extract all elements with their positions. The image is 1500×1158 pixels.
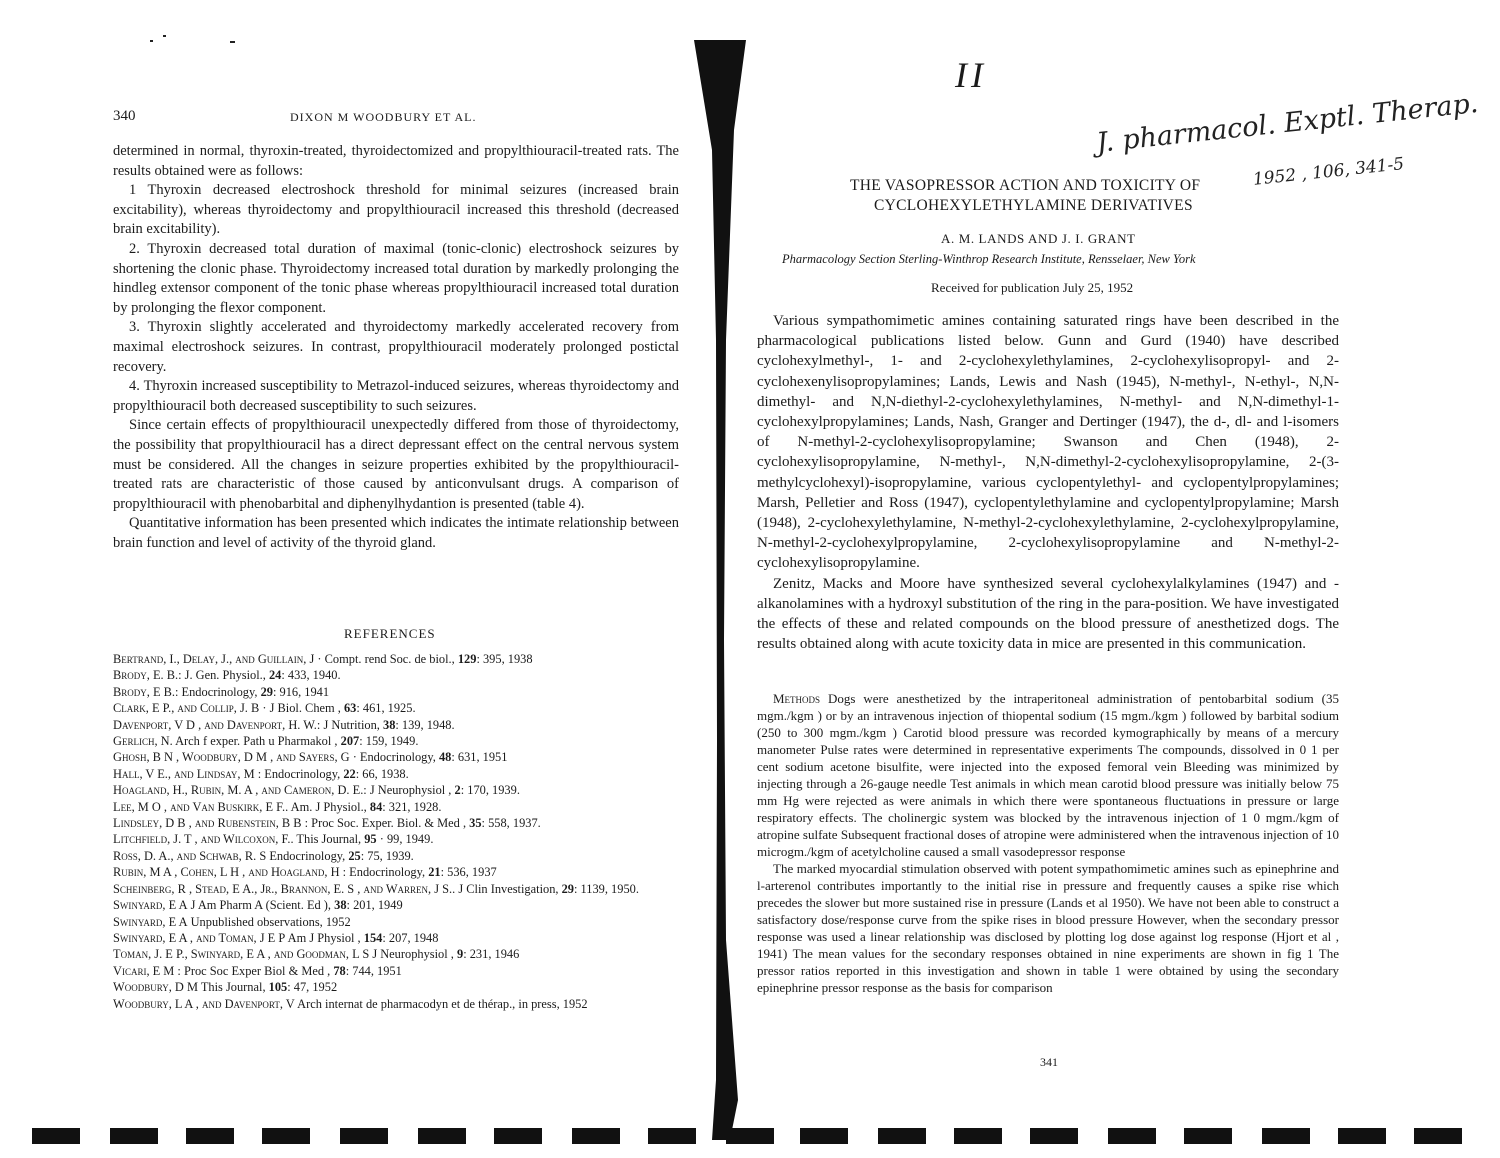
scan-dash-mark <box>494 1128 542 1144</box>
reference-entry <box>113 815 679 831</box>
scan-dash-mark <box>262 1128 310 1144</box>
reference-source: Arch internat de pharmacodyn et de thérap., in press, 1952 <box>294 996 588 1011</box>
reference-source: This Journal, <box>197 980 269 995</box>
reference-source: Endocrinology, <box>266 848 349 863</box>
reference-authors: Swinyard, E A <box>113 898 188 913</box>
reference-authors: Hall, V E., and Lindsay, M <box>113 766 255 781</box>
intro-paragraph-1: Various sympathomimetic amines containing saturated rings have been described in the pharmacological publications listed below. Gunn and Gurd (1940) have described cyclohexylmethyl-, 1- and 2-cyclohexylethylamines, 2-cyclohexylisopropyl- and 2-cyclohexenylisopropylamines; Lands, Lewis and Nash (1945), N-methyl-, N-ethyl-, N,N-dimethyl- and N,N-diethyl-2-cyclohexylethylamines, N-methyl- and N,N-dimethyl-1-cyclohexylpropylamines; Lands, Nash, Granger and Dertinger (1947), the d-, dl- and l-isomers of N-methyl-2-cyclohexylisopropylamine; Swanson and Chen (1948), 2-cyclohexylisopropylamine, N-methyl-, N,N-dimethyl-2-cyclohexylisopropylamine, 2-(3-methylcyclohexyl)-isopropylamine, various cyclopentylethyl- and cyclopentylpropylamines; Marsh, Pelletier and Ross (1947), cyclopentylethylamine and cyclopentylpropylamine; Marsh (1948), 2-cyclohexylethylamine, N-methyl-2-cyclohexylethylamine, 2-cyclohexylpropylamine, N-methyl-2-cyclohexylpropylamine, 2-cyclohexylisopropylamine and N-methyl-2-cyclohexylisopropylamine. <box>757 313 1339 572</box>
reference-entry <box>113 749 679 765</box>
reference-entry <box>113 897 679 913</box>
reference-authors: Ross, D. A., and Schwab, R. S <box>113 848 267 863</box>
reference-pages: : 395, 1938 <box>476 652 533 666</box>
reference-entry <box>113 651 679 667</box>
reference-volume: 21 <box>428 865 441 880</box>
reference-entry <box>113 930 679 946</box>
reference-volume: 48 <box>438 750 452 765</box>
scan-dash-mark <box>1338 1128 1386 1144</box>
reference-authors: Ghosh, B N , Woodbury, D M , and Sayers, G <box>113 750 350 765</box>
scan-dash-mark <box>1414 1128 1462 1144</box>
reference-authors: Woodbury, L A , and Davenport, V <box>113 996 295 1011</box>
reference-source: . J Clin Investigation, <box>452 881 562 896</box>
reference-pages: : 631, 1951 <box>451 750 508 765</box>
reference-pages: : 321, 1928. <box>382 799 442 814</box>
reference-entry <box>113 684 679 700</box>
reference-pages: : 159, 1949. <box>359 734 419 749</box>
reference-entry <box>113 979 679 995</box>
reference-volume: 38 <box>383 717 396 732</box>
scan-dash-mark <box>878 1128 926 1144</box>
scan-dash-mark <box>340 1128 388 1144</box>
methods-paragraph-2: The marked myocardial stimulation observed with potent sympathomimetic amines such as epinephrine and l-arterenol contributes importantly to the initial rise in pressure and frequently causes a spike rise which precedes the slower but more sustained rise in pressure (Lands et al 1950). We have not been able to construct a satisfactory dose/response curve from the spike rises in blood pressure However, when the secondary pressor response was used a linear relationship was disclosed by plotting log dose against log response (Hjort et al , 1941) The mean values for the secondary responses obtained in nine experiments are shown in fig 1 The pressor ratios reported in this investigation and shown in table 1 were obtained by using the secondary epinephrine pressor response as the basis for comparison <box>757 861 1339 995</box>
scan-dash-mark <box>32 1128 80 1144</box>
reference-pages: : 66, 1938. <box>355 766 409 781</box>
handwritten-citation-line2: 1952 , 106, 341-5 <box>1252 154 1406 190</box>
methods-section <box>757 690 1339 996</box>
reference-authors: Brody, E B. <box>113 684 175 699</box>
scan-dash-mark <box>572 1128 620 1144</box>
scan-edge-marks <box>0 1128 1500 1144</box>
reference-pages: : 207, 1948 <box>382 930 439 945</box>
reference-source: : Proc Soc. Exper. Biol. & Med , <box>301 816 470 831</box>
reference-volume: 207 <box>340 734 360 749</box>
reference-pages: : 47, 1952 <box>287 980 338 995</box>
reference-source: . This Journal, <box>290 832 365 847</box>
reference-source: : J. Gen. Physiol., <box>178 668 269 683</box>
finding-1: 1 Thyroxin decreased electroshock threshold for minimal seizures (increased brain excitability), whereas thyroidectomy and propylthiouracil increased this threshold (decreased brain excitability). <box>113 182 679 238</box>
discussion-paragraph-2: Quantitative information has been presented which indicates the intimate relationship between brain function and level of activity of the thyroid gland. <box>113 515 679 551</box>
scan-dash-mark <box>110 1128 158 1144</box>
reference-source: : J Neurophysiol , <box>363 783 455 798</box>
article-title-line1: THE VASOPRESSOR ACTION AND TOXICITY OF <box>850 177 1201 194</box>
methods-label: Methods <box>773 691 821 706</box>
reference-source: . Am. J Physiol., <box>285 799 370 814</box>
reference-pages: : 744, 1951 <box>345 963 402 978</box>
reference-authors: Hoagland, H., Rubin, M. A , and Cameron, D. E. <box>113 783 364 798</box>
reference-entry <box>113 831 679 847</box>
left-body-text <box>113 142 679 553</box>
reference-authors: Gerlich, N. <box>113 734 173 749</box>
scan-dash-mark <box>1262 1128 1310 1144</box>
reference-pages: : 201, 1949 <box>346 898 403 913</box>
reference-pages: · 99, 1949. <box>376 832 434 847</box>
scan-dash-mark <box>1184 1128 1232 1144</box>
reference-authors: Swinyard, E A <box>113 914 188 929</box>
reference-pages: : 139, 1948. <box>395 717 455 732</box>
reference-entry <box>113 946 679 962</box>
reference-pages: : 461, 1925. <box>356 701 416 716</box>
scan-dash-mark <box>954 1128 1002 1144</box>
reference-volume: 95 <box>364 832 377 847</box>
reference-authors: Toman, J. E P., Swinyard, E A , and Goodman, L S <box>113 947 370 962</box>
scan-dash-mark <box>418 1128 466 1144</box>
binding-shadow <box>690 40 750 1140</box>
reference-volume: 63 <box>343 701 357 716</box>
reference-volume: 29 <box>260 684 273 699</box>
reference-authors: Litchfield, J. T , and Wilcoxon, F. <box>113 832 291 847</box>
reference-volume: 105 <box>268 980 288 995</box>
scan-dash-mark <box>800 1128 848 1144</box>
reference-entry <box>113 766 679 782</box>
reference-entry <box>113 996 679 1012</box>
reference-source: Arch f exper. Path u Pharmakol , <box>172 734 341 749</box>
reference-source: : J Nutrition, <box>316 717 383 732</box>
reference-pages: : 916, 1941 <box>272 684 330 699</box>
reference-entry <box>113 864 679 880</box>
reference-volume: 22 <box>343 766 356 781</box>
reference-source: : Proc Soc Exper Biol & Med , <box>174 963 334 978</box>
scan-dash-mark <box>1108 1128 1156 1144</box>
finding-3: 3. Thyroxin slightly accelerated and thyroidectomy markedly accelerated recovery from maximal electroshock seizures. In contrast, propylthiouracil moderately prolonged postictal recovery. <box>113 319 679 375</box>
reference-authors: Vicari, E M <box>113 963 175 978</box>
received-date: Received for publication July 25, 1952 <box>931 280 1134 295</box>
reference-pages: : 231, 1946 <box>463 947 520 962</box>
reference-pages: : 558, 1937. <box>481 816 541 831</box>
reference-source: : Endocrinology, <box>339 865 429 880</box>
right-body-text <box>757 311 1339 654</box>
reference-entry <box>113 914 679 930</box>
reference-source: · Compt. rend Soc. de biol., <box>314 652 458 666</box>
intro-paragraph: determined in normal, thyroxin-treated, thyroidectomized and propylthiouracil-treated rats. The results obtained were as follows: <box>113 143 679 179</box>
reference-authors: Lindsley, D B , and Rubenstein, B B <box>113 816 302 831</box>
right-page-number: 341 <box>1040 1055 1058 1069</box>
reference-authors: Woodbury, D M <box>113 980 198 995</box>
scan-speck <box>230 41 235 43</box>
reference-source: : Endocrinology, <box>254 766 344 781</box>
reference-authors: Davenport, V D , and Davenport, H. W. <box>113 717 317 732</box>
reference-authors: Swinyard, E A , and Toman, J E P <box>113 930 286 945</box>
finding-2: 2. Thyroxin decreased total duration of maximal (tonic-clonic) electroshock seizures by shortening the clonic phase. Thyroidectomy increased total duration by markedly prolonging the hindleg extensor component of the tonic phase whereas propylthiouracil increased total duration by prolonging the flexor component. <box>113 240 679 316</box>
reference-entry <box>113 782 679 798</box>
roman-numeral-annotation: II <box>955 55 987 95</box>
reference-entry <box>113 667 679 683</box>
reference-volume: 35 <box>469 816 482 831</box>
methods-text: Dogs were anesthetized by the intraperitoneal administration of pentobarbital sodium (35 mgm./kgm ) or by an intravenous injection of thiopental sodium (15 mgm./kgm ) followed by barbital sodium (250 to 300 mgm./kgm ) Carotid blood pressure was recorded kymographically by means of a mercury manometer Pulse rates were determined in representative experiments The compounds, dissolved in 0 1 per cent sodium acetone bisulfite, were injected into the exposed femoral vein Bleeding was minimized by injecting through a 26-gauge needle Test animals in which mean carotid blood pressure was initially below 75 mm Hg were rejected as were animals in which there were spontaneous fluctuations in pressure or large respiratory effects. The cholinergic system was blocked by the intravenous injection of 1 0 mgm./kgm of atropine sulfate Subsequent fractional doses of atropine were administered when the intravenous injection of 10 microgm./kgm of acetylcholine caused a small vasodepressor response <box>757 691 1339 859</box>
left-page-number: 340 <box>113 108 136 124</box>
scan-dash-mark <box>648 1128 696 1144</box>
reference-volume: 9 <box>456 947 464 962</box>
reference-source: Am J Physiol , <box>285 930 364 945</box>
reference-pages: : 170, 1939. <box>460 783 520 798</box>
reference-volume: 154 <box>363 930 383 945</box>
references-heading: REFERENCES <box>344 626 436 641</box>
reference-pages: : 433, 1940. <box>281 668 341 683</box>
reference-entry <box>113 799 679 815</box>
reference-volume: 84 <box>369 799 383 814</box>
reference-authors: Clark, E P., and Collip, J. B <box>113 701 260 716</box>
methods-paragraph-1 <box>757 690 1339 860</box>
reference-entry <box>113 700 679 716</box>
reference-authors: Brody, E. B. <box>113 668 179 683</box>
reference-entry <box>113 963 679 979</box>
reference-pages: : 1139, 1950. <box>574 881 639 896</box>
scan-dash-mark <box>726 1128 774 1144</box>
reference-volume: 25 <box>348 848 361 863</box>
reference-authors: Rubin, M A , Cohen, L H , and Hoagland, H <box>113 865 340 880</box>
reference-volume: 78 <box>333 963 346 978</box>
reference-pages: : 536, 1937 <box>440 865 497 880</box>
article-affiliation: Pharmacology Section Sterling-Winthrop Research Institute, Rensselaer, New York <box>782 252 1196 266</box>
reference-source: J Am Pharm A (Scient. Ed ), <box>187 898 335 913</box>
reference-source: : Endocrinology, <box>175 684 261 699</box>
handwritten-citation-line1: J. pharmacol. Exptl. Therap. <box>1095 87 1480 159</box>
scan-dash-mark <box>186 1128 234 1144</box>
reference-authors: Bertrand, I., Delay, J., and Guillain, J <box>113 652 315 666</box>
intro-paragraph-2: Zenitz, Macks and Moore have synthesized several cyclohexylalkylamines (1947) and -alkanolamines with a hydroxyl substitution of the ring in the para-position. We have investigated the effects of these and related compounds on the blood pressure of anesthetized dogs. The results obtained along with acute toxicity data in mice are presented in this communication. <box>757 575 1339 653</box>
reference-pages: : 75, 1939. <box>360 848 414 863</box>
reference-volume: 38 <box>334 898 347 913</box>
discussion-paragraph-1: Since certain effects of propylthiouracil unexpectedly differed from those of thyroidectomy, the possibility that propylthiouracil has a direct depressant effect on the central nervous system must be considered. All the changes in seizure properties exhibited by the propylthiouracil-treated rats are characteristic of those caused by anticonvulsant drugs. A comparison of propylthiouracil with phenobarbital and diphenylhydantion is presented (table 4). <box>113 417 679 512</box>
running-head: DIXON M WOODBURY ET AL. <box>290 110 477 124</box>
reference-entry <box>113 848 679 864</box>
reference-entry <box>113 881 679 897</box>
finding-4: 4. Thyroxin increased susceptibility to Metrazol-induced seizures, whereas thyroidectomy and propylthiouracil both decreased susceptibility to such seizures. <box>113 378 679 414</box>
article-title-line2: CYCLOHEXYLETHYLAMINE DERIVATIVES <box>874 197 1193 214</box>
reference-source: · Endocrinology, <box>349 750 439 765</box>
reference-volume: 29 <box>561 881 574 896</box>
reference-authors: Scheinberg, R , Stead, E A., Jr., Brannon, E. S , and Warren, J S. <box>113 881 453 896</box>
scan-dash-mark <box>1030 1128 1078 1144</box>
reference-source: Unpublished observations, 1952 <box>187 914 351 929</box>
reference-volume: 2 <box>454 783 461 798</box>
scan-speck <box>163 35 166 37</box>
reference-authors: Lee, M O , and Van Buskirk, E F. <box>113 799 286 814</box>
reference-entry <box>113 733 679 749</box>
reference-volume: 129 <box>457 652 477 666</box>
reference-source: · J Biol. Chem , <box>259 701 344 716</box>
scan-speck <box>150 40 153 42</box>
reference-entry <box>113 717 679 733</box>
references-list <box>113 651 679 1012</box>
reference-volume: 24 <box>268 668 282 683</box>
reference-source: J Neurophysiol , <box>369 947 457 962</box>
article-authors: A. M. LANDS AND J. I. GRANT <box>941 231 1136 246</box>
